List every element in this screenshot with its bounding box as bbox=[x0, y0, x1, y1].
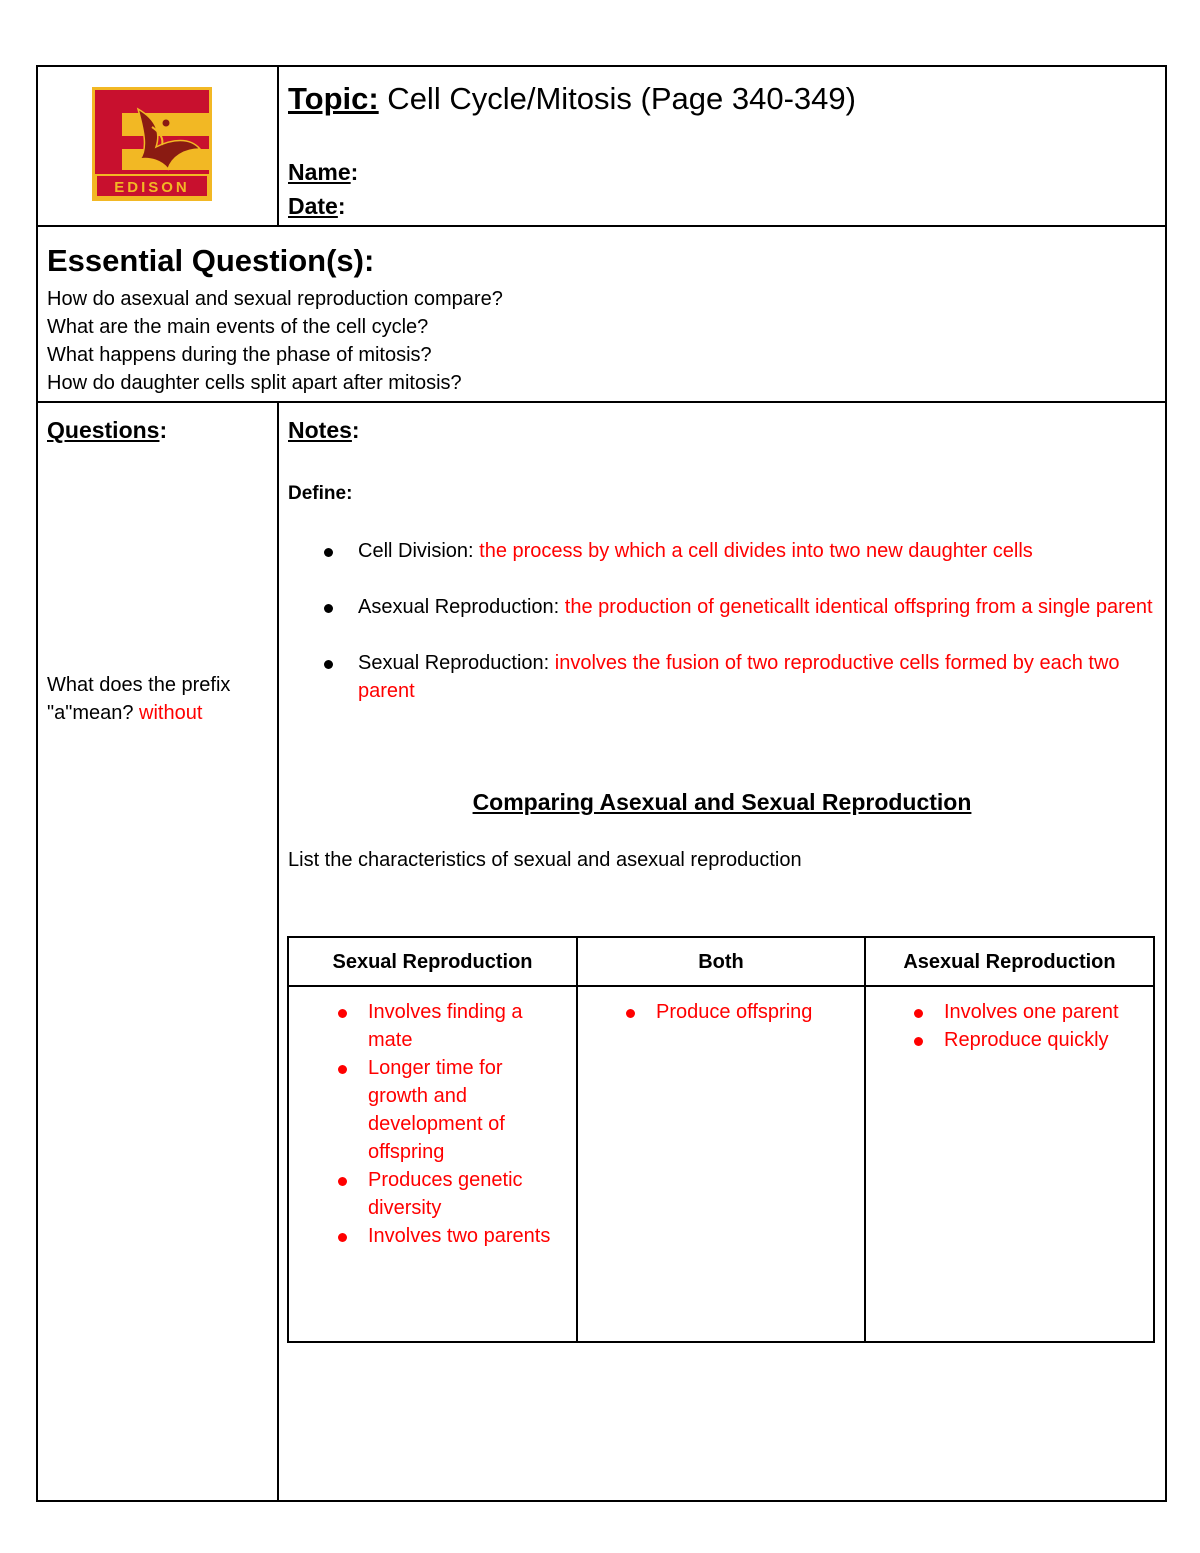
list-item: Longer time for growth and development of offspring bbox=[368, 1054, 568, 1166]
essential-question-title: Essential Question(s): bbox=[47, 243, 375, 278]
asexual-column-header: Asexual Reproduction bbox=[903, 950, 1116, 973]
notes-colon: : bbox=[351, 417, 360, 443]
sexual-characteristics bbox=[368, 998, 568, 1250]
topic-label: Topic: bbox=[288, 81, 379, 116]
questions-heading-label: Questions bbox=[47, 417, 160, 443]
definition-list bbox=[358, 537, 1158, 733]
comparison-table bbox=[287, 936, 1155, 1343]
both-characteristics bbox=[656, 998, 856, 1026]
name-date-block bbox=[288, 155, 358, 223]
topic-value: Cell Cycle/Mitosis (Page 340-349) bbox=[378, 81, 856, 116]
prefix-answer: without bbox=[139, 702, 203, 724]
divider-essential bbox=[38, 401, 1165, 403]
list-item: Produce offspring bbox=[656, 998, 856, 1026]
essential-question-list bbox=[47, 285, 503, 397]
edison-eagle-logo bbox=[92, 87, 212, 201]
worksheet-frame bbox=[36, 65, 1167, 1502]
definition-text: the process by which a cell divides into two new daughter cells bbox=[479, 540, 1033, 562]
both-column bbox=[578, 938, 864, 1341]
essential-question: How do daughter cells split apart after mitosis? bbox=[47, 372, 462, 394]
list-item: Involves two parents bbox=[368, 1222, 568, 1250]
both-column-header: Both bbox=[698, 950, 744, 973]
definition-term: Cell Division: bbox=[358, 540, 474, 562]
list-item: Produces genetic diversity bbox=[368, 1166, 568, 1222]
essential-question: How do asexual and sexual reproduction compare? bbox=[47, 288, 503, 310]
name-line bbox=[288, 155, 358, 189]
asexual-characteristics bbox=[944, 998, 1149, 1054]
definition-term: Asexual Reproduction: bbox=[358, 596, 560, 618]
definition-term: Sexual Reproduction: bbox=[358, 652, 550, 674]
definition-item bbox=[358, 537, 1158, 565]
sexual-column bbox=[289, 938, 576, 1341]
definition-text: the production of geneticallt identical offspring from a single parent bbox=[564, 596, 1153, 618]
definition-item bbox=[358, 649, 1158, 705]
prefix-question-text: What does the prefix "a"mean? bbox=[47, 674, 231, 724]
name-colon: : bbox=[350, 159, 359, 185]
compare-heading: Comparing Asexual and Sexual Reproduction bbox=[472, 789, 972, 815]
divider-column-main bbox=[277, 401, 279, 1500]
divider-header bbox=[38, 225, 1165, 227]
name-label: Name bbox=[288, 159, 351, 185]
topic-line bbox=[288, 81, 856, 117]
compare-instruction: List the characteristics of sexual and asexual reproduction bbox=[288, 849, 802, 871]
svg-text:EDISON: EDISON bbox=[114, 179, 190, 196]
notes-heading bbox=[288, 417, 360, 444]
notes-heading-label: Notes bbox=[288, 417, 352, 443]
questions-heading bbox=[47, 417, 167, 444]
definition-item bbox=[358, 593, 1158, 621]
date-label: Date bbox=[288, 193, 338, 219]
prefix-question bbox=[47, 671, 272, 727]
date-colon: : bbox=[337, 193, 346, 219]
list-item: Involves one parent bbox=[944, 998, 1149, 1026]
define-label: Define: bbox=[288, 483, 353, 504]
essential-question: What are the main events of the cell cycle? bbox=[47, 316, 429, 338]
questions-colon: : bbox=[159, 417, 168, 443]
list-item: Involves finding a mate bbox=[368, 998, 568, 1054]
essential-question: What happens during the phase of mitosis? bbox=[47, 344, 432, 366]
divider-column-top bbox=[277, 67, 279, 227]
asexual-column bbox=[866, 938, 1153, 1341]
sexual-column-header: Sexual Reproduction bbox=[332, 950, 533, 973]
definition-text: involves the fusion of two reproductive cells formed by each two parent bbox=[358, 652, 1120, 702]
date-line bbox=[288, 189, 358, 223]
list-item: Reproduce quickly bbox=[944, 1026, 1149, 1054]
